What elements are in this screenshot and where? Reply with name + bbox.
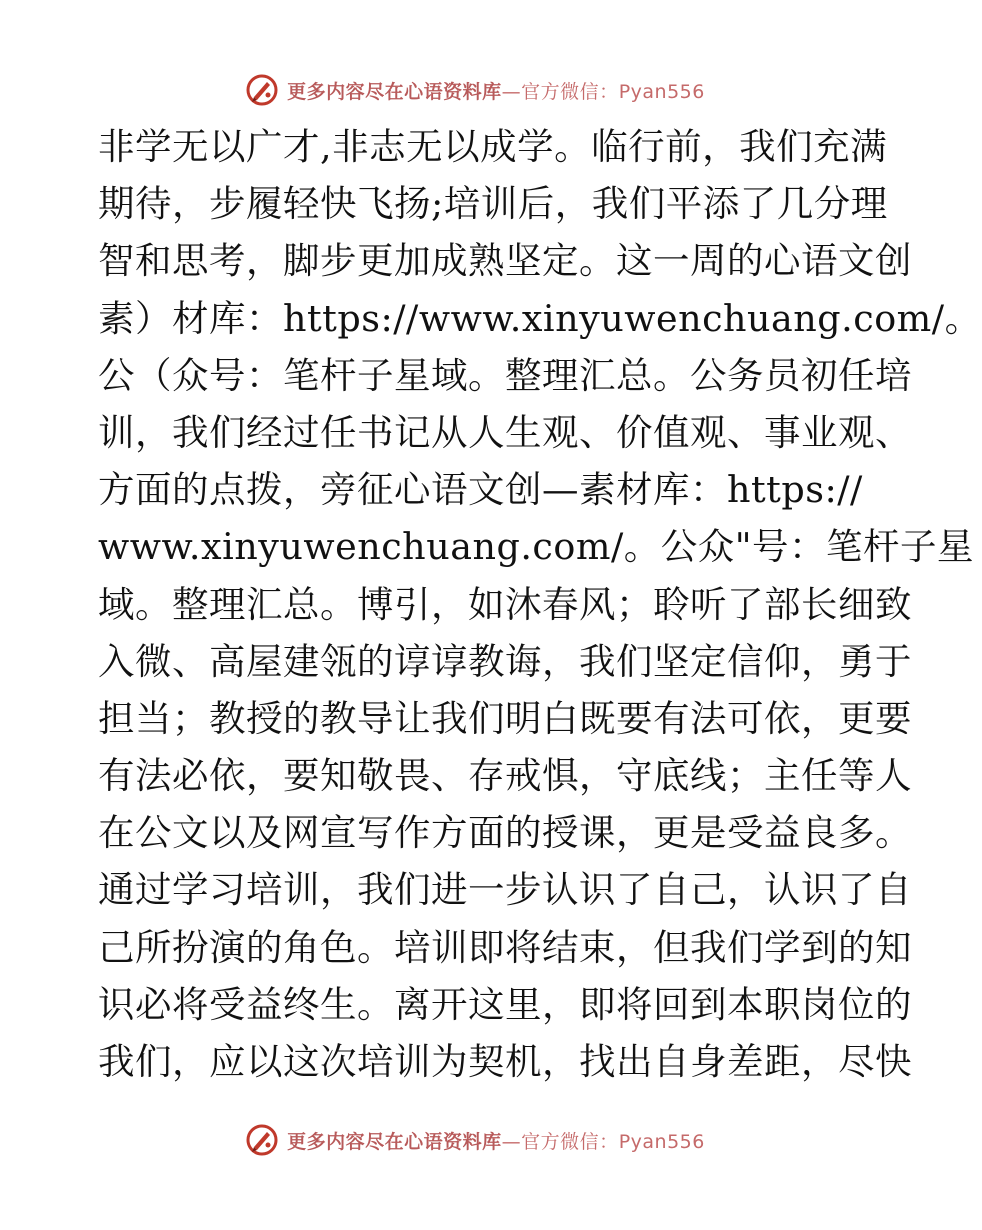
footer-banner <box>0 1122 950 1158</box>
document-body <box>98 118 982 1108</box>
body-line: 通过学习培训，我们进一步认识了自己，认识了自 <box>98 868 912 912</box>
body-line: 期待，步履轻快飞扬;培训后，我们平添了几分理 <box>98 182 888 226</box>
header-banner <box>0 72 950 108</box>
red-seal-pen-icon <box>245 1123 279 1157</box>
header-banner-text: 更多内容尽在心语资料库—官方微信：Pyan556 <box>287 80 705 103</box>
body-line: 担当；教授的教导让我们明白既要有法可依，更要 <box>98 696 912 740</box>
body-line: 有法必依，要知敬畏、存戒惧，守底线；主任等人 <box>98 754 912 798</box>
body-line: 域。整理汇总。博引，如沐春风；聆听了部长细致 <box>98 582 912 626</box>
body-line: 方面的点拨，旁征心语文创—素材库：https:// <box>98 468 863 512</box>
body-line: 非学无以广才,非志无以成学。临行前，我们充满 <box>98 125 888 168</box>
body-line: www.xinyuwenchuang.com/。公众"号：笔杆子星 <box>98 525 975 569</box>
body-line: 己所扮演的角色。培训即将结束，但我们学到的知 <box>98 925 912 969</box>
body-line: 在公文以及网宣写作方面的授课，更是受益良多。 <box>98 811 912 855</box>
body-line: 公（众号：笔杆子星域。整理汇总。公务员初任培 <box>98 353 912 397</box>
body-line: 识必将受益终生。离开这里，即将回到本职岗位的 <box>98 982 912 1026</box>
body-line: 素）材库：https://www.xinyuwenchuang.com/。 <box>98 296 982 340</box>
body-line: 我们，应以这次培训为契机，找出自身差距，尽快 <box>98 1040 912 1083</box>
body-line: 智和思考，脚步更加成熟坚定。这一周的心语文创 <box>98 239 912 283</box>
footer-banner-text: 更多内容尽在心语资料库—官方微信：Pyan556 <box>287 1130 705 1153</box>
body-line: 训，我们经过任书记从人生观、价值观、事业观、 <box>98 410 912 454</box>
red-seal-pen-icon <box>245 73 279 107</box>
body-line: 入微、高屋建瓴的谆谆教诲，我们坚定信仰，勇于 <box>98 639 912 683</box>
